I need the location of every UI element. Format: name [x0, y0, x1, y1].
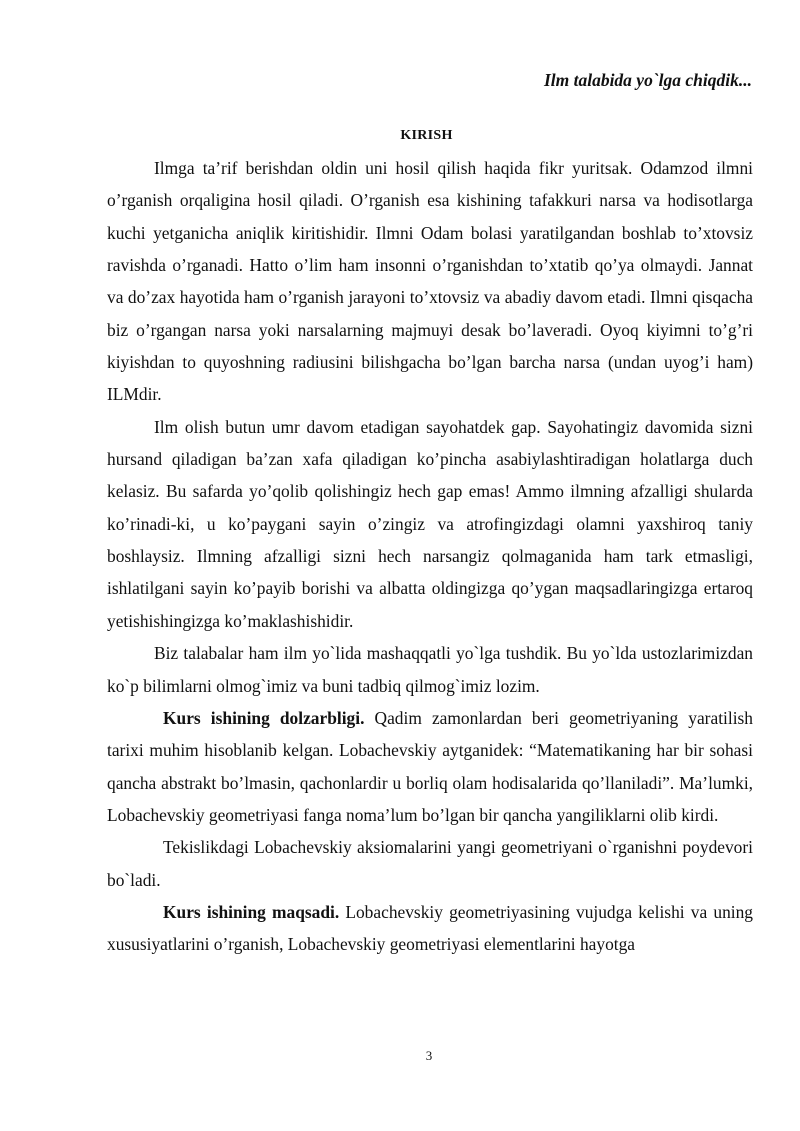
page-number: 3 [425, 1048, 433, 1063]
body-text [107, 152, 753, 961]
epigraph: Ilm talabida yo`lga chiqdik... [543, 70, 752, 90]
paragraph-relevance [107, 702, 753, 831]
goal-label: Kurs ishining maqsadi. [163, 901, 340, 922]
relevance-text: Qadim zamonlardan beri geometriyaning yaratilish tarixi muhim hisoblanib kelgan. Lobachevskiy aytganidek: “Matematikaning har bir sohasi qancha abstrakt bo’lmasin, qachonlardir u borliq olam hodisalarida qo’llaniladi”. Ma’lumki, Lobachevskiy geometriyasi fanga noma’lum bo’lgan bir qancha yangiliklarni olib kirdi. [107, 707, 753, 825]
paragraph: Ilmga ta’rif berishdan oldin uni hosil qilish haqida fikr yuritsak. Odamzod ilmni o’rganish orqaligina hosil qiladi. O’rganish esa kishining tafakkuri narsa va hodisotlarga kuchi yetganicha aniqlik kiritishidir. Ilmni Odam bolasi yaratilgandan boshlab to’xtovsiz ravishda o’rganadi. Hatto o’lim ham insonni o’rganishdan to’xtatib qo’ya olmaydi. Jannat va do’zax hayotida ham o’rganish jarayoni to’xtovsiz va abadiy davom etadi. Ilmni qisqacha biz o’rgangan narsa yoki narsalarning majmuyi desak bo’laveradi. Oyoq kiyimni to’g’ri kiyishdan to quyoshning radiusini bilishgacha bo’lgan barcha narsa (undan uyog’i ham) ILMdir. [107, 158, 753, 405]
relevance-label: Kurs ishining dolzarbligi. [163, 707, 365, 728]
goal-text: Lobachevskiy geometriyasining vujudga kelishi va uning xususiyatlarini o’rganish, Lobachevskiy geometriyasi elementlarini hayotga [107, 901, 753, 955]
section-title: KIRISH [400, 128, 453, 143]
paragraph: Biz talabalar ham ilm yo`lida mashaqqatli yo`lga tushdik. Bu yo`lda ustozlarimizdan ko`p bilimlarni olmog`imiz va buni tadbiq qilmog`imiz lozim. [107, 643, 753, 696]
paragraph: Ilm olish butun umr davom etadigan sayohatdek gap. Sayohatingiz davomida sizni hursand qiladigan ba’zan xafa qiladigan ko’pincha asabiylashtiradigan holatlarga duch kelasiz. Bu safarda yo’qolib qolishingiz hech gap emas! Ammo ilmning afzalligi shularda ko’rinadi-ki, u ko’paygani sayin o’zingiz va atrofingizdagi olamni yaxshiroq taniy boshlaysiz. Ilmning afzalligi sizni hech narsangiz qolmaganida ham tark etmasligi, ishlatilgani sayin ko’payib borishi va albatta oldingizga qo’ygan maqsadlaringizga ertaroq yetishishingizga ko’maklashishidir. [107, 416, 753, 631]
paragraph: Tekislikdagi Lobachevskiy aksiomalarini yangi geometriyani o`rganishni poydevori bo`ladi. [107, 837, 753, 890]
paragraph-goal [107, 896, 753, 961]
